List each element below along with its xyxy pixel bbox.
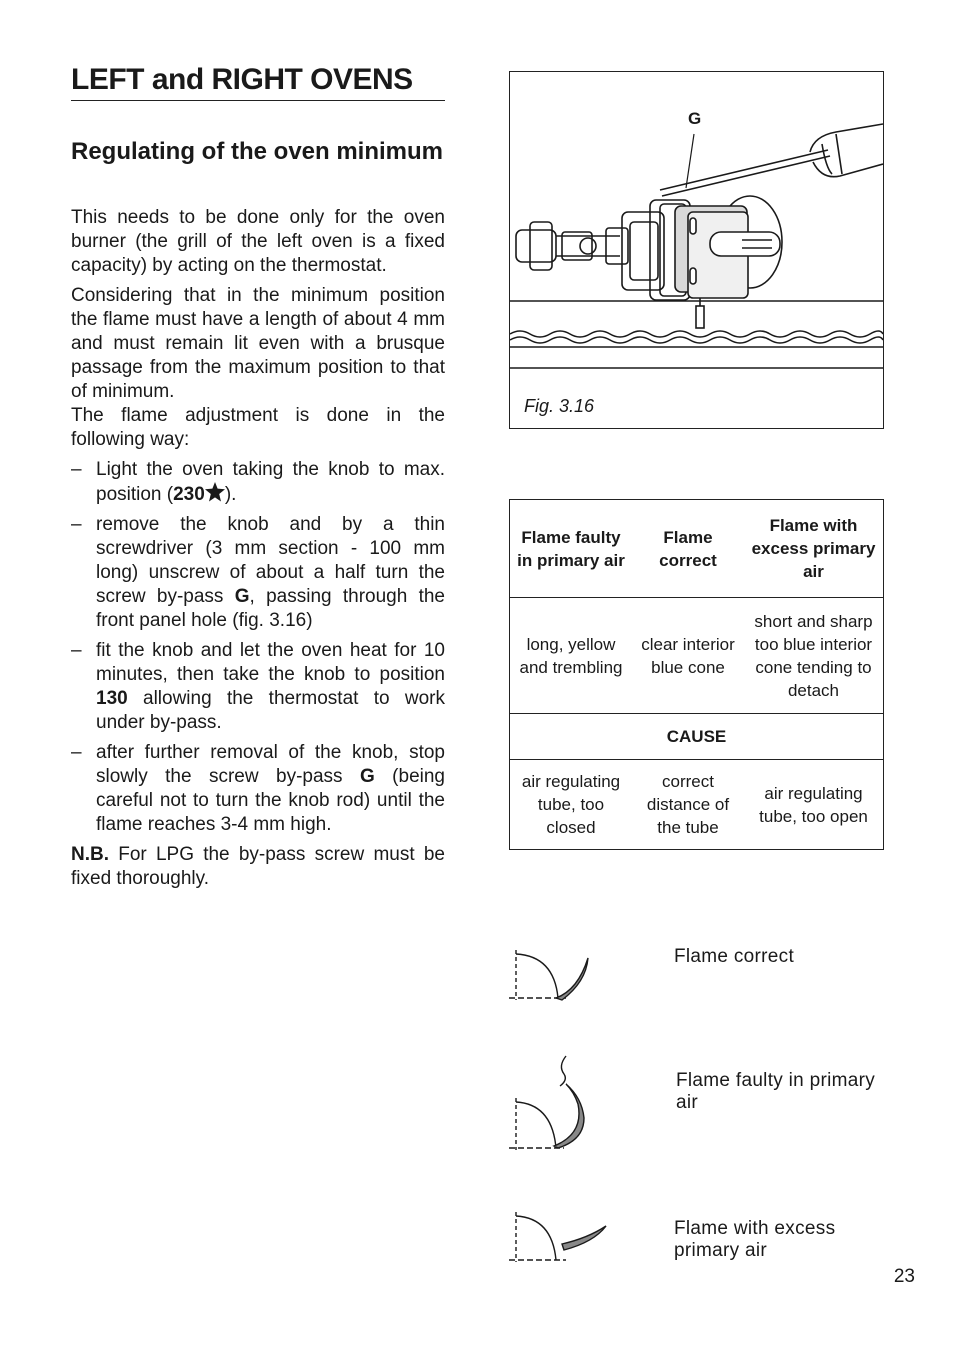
step-text-end: , passing through the front panel hole (fig. 3.16) bbox=[96, 586, 446, 631]
flame-correct-diagram bbox=[506, 946, 596, 1002]
step-text-end: (being careful not to turn the knob rod) until the flame reaches 3-4 mm high. bbox=[96, 766, 445, 835]
flame-excess-diagram bbox=[506, 1208, 616, 1264]
step-text: Light the oven taking the knob to max. position ( bbox=[96, 459, 445, 505]
flame-excess-label: Flame with excess primary air bbox=[674, 1218, 836, 1261]
list-dash: – bbox=[71, 640, 82, 661]
cause-faulty: air regulating tube, too closed bbox=[521, 772, 621, 837]
steps-list bbox=[71, 458, 445, 837]
step-bold-value: 130 bbox=[96, 688, 128, 709]
figure-caption: Fig. 3.16 bbox=[524, 396, 595, 416]
cause-label: CAUSE bbox=[666, 727, 727, 746]
list-dash: – bbox=[71, 459, 82, 480]
table-row bbox=[510, 598, 884, 714]
step-text: fit the knob and let the oven heat for 10 minutes, then take the knob to position bbox=[96, 640, 445, 685]
cause-correct: correct distance of the tube bbox=[646, 772, 730, 837]
cause-excess: air regulating tube, too open bbox=[759, 783, 868, 826]
page-title: LEFT and RIGHT OVENS bbox=[71, 62, 445, 101]
step-item bbox=[71, 513, 445, 633]
step-bold-value: G bbox=[234, 586, 250, 607]
step-text-end: ). bbox=[224, 484, 237, 505]
section-title: Regulating of the oven minimum bbox=[71, 138, 444, 165]
step-bold-value: 230 bbox=[173, 484, 205, 505]
step-text: remove the knob and by a thin screwdriver (3 mm section - 100 mm long) unscrew of about a half turn the screw by-pass bbox=[96, 514, 445, 607]
header-correct: Flame correct bbox=[659, 527, 717, 570]
flame-faulty-label: Flame faulty in primary air bbox=[676, 1070, 876, 1113]
table-row bbox=[510, 760, 884, 850]
paragraph-intro: This needs to be done only for the oven burner (the grill of the left oven is a fixed capacity) by acting on the thermostat. bbox=[71, 207, 445, 276]
step-bold-value: G bbox=[359, 766, 375, 787]
step-item bbox=[71, 741, 445, 837]
note-label: N.B. bbox=[71, 844, 109, 865]
header-excess: Flame with excess primary air bbox=[751, 516, 876, 581]
list-dash: – bbox=[71, 514, 82, 535]
instructions-body bbox=[71, 206, 445, 897]
table-header-row bbox=[510, 500, 884, 598]
page-number: 23 bbox=[893, 1266, 915, 1287]
flame-faulty-diagram bbox=[506, 1052, 596, 1152]
burner-valve-illustration bbox=[510, 72, 883, 428]
step-text: after further removal of the knob, stop slowly the screw by-pass bbox=[96, 742, 445, 787]
paragraph-minimum-position: Considering that in the minimum position the flame must have a length of about 4 mm and must remain lit even with a brusque passage from the maximum position to that of minimum. bbox=[71, 285, 445, 402]
desc-excess: short and sharp too blue interior cone tending to detach bbox=[754, 611, 873, 700]
note-paragraph bbox=[71, 843, 445, 891]
cause-row bbox=[510, 714, 884, 760]
header-faulty: Flame faulty in primary air bbox=[517, 527, 625, 570]
desc-faulty: long, yellow and trembling bbox=[519, 634, 623, 677]
note-text: For LPG the by-pass screw must be fixed thoroughly. bbox=[71, 844, 445, 889]
flame-table bbox=[509, 499, 884, 850]
step-text-end: allowing the thermostat to work under by-pass. bbox=[96, 688, 445, 733]
label-g: G bbox=[688, 109, 702, 128]
step-item bbox=[71, 639, 445, 735]
paragraph-adjustment-way: The flame adjustment is done in the following way: bbox=[71, 405, 445, 450]
figure-3-16 bbox=[509, 71, 884, 429]
step-item bbox=[71, 458, 445, 507]
desc-correct: clear interior blue cone bbox=[641, 634, 735, 677]
flame-correct-label: Flame correct bbox=[674, 946, 795, 967]
star-icon bbox=[205, 482, 225, 502]
list-dash: – bbox=[71, 742, 82, 763]
